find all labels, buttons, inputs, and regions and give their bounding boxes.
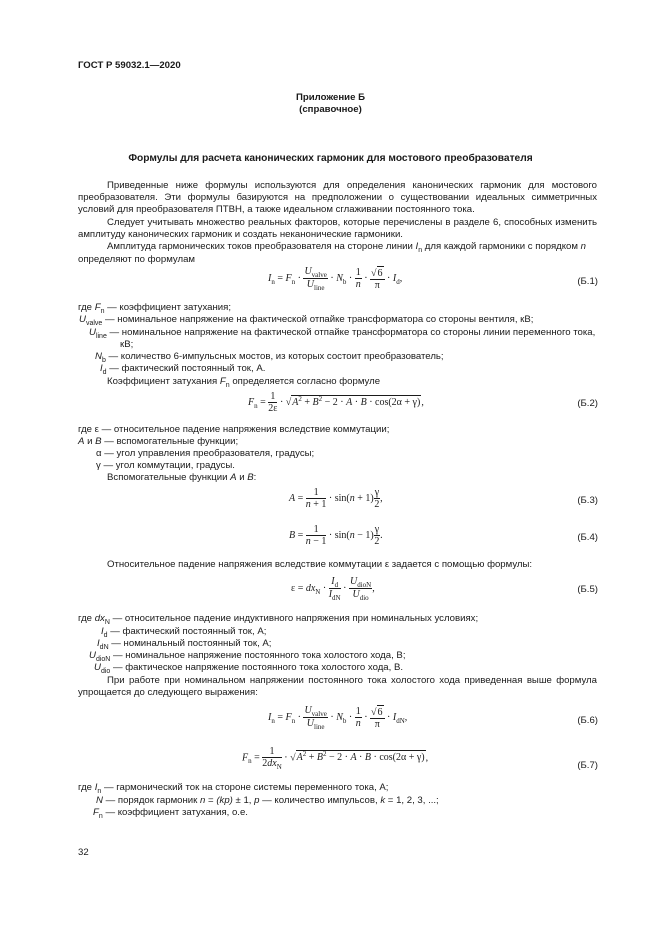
formula-b2: $F_n$ = $\frac{1}{2\varepsilon}$ · $√A^2 + B^2 - 2 \cdot A \cdot B \cdot \cos(2\alpha + \gamma)$, xyxy=(248,391,424,414)
def-uline-unit: кВ; xyxy=(120,339,134,350)
formula-b7: $F_n$ = $\frac{1}{2dx_N}$ · $√A^2 + B^2 - 2 \cdot A \cdot B \cdot \cos(2\alpha + \gamma)$, xyxy=(242,746,429,771)
def-id2: $I_d$ — фактический постоянный ток, А; xyxy=(101,626,267,639)
def-udio: $U_{dio}$ — фактическое напряжение постоянного тока холостого хода, В. xyxy=(94,662,404,675)
def-fn2: $F_n$ — коэффициент затухания, о.е. xyxy=(93,807,248,820)
formula-b4: B = $\frac{1}{n - 1}$ · sin(n − 1) $\frac{\gamma}{2}$ . xyxy=(289,524,383,547)
formula-b3: A = $\frac{1}{n + 1}$ · sin(n + 1) $\frac{\gamma}{2}$ , xyxy=(289,487,383,510)
def-in: где $I_n$ — гармонический ток на стороне системы переменного тока, А; xyxy=(78,782,389,795)
def-alpha: α — угол управления преобразователя, градусы; xyxy=(96,448,315,459)
def-eps: где ε — относительное падение напряжения вследствие коммутации; xyxy=(78,424,390,435)
page-number: 32 xyxy=(78,847,89,858)
def-id: $I_d$ — фактический постоянный ток, А. xyxy=(100,363,266,376)
equation-number-b2: (Б.2) xyxy=(577,398,598,409)
equation-number-b7: (Б.7) xyxy=(577,760,598,771)
paragraph-nominal: При работе при номинальном напряжении постоянного тока холостого хода приведенная выше формула упрощается до следующего выражения: xyxy=(78,675,597,699)
formula-b5: $\varepsilon = dx_N$ · $\frac{I_d}{I_{dN}}$ · $\frac{U_{dioN}}{U_{dio}}$ , xyxy=(291,576,375,602)
def-dxn: где $dx_N$ — относительное падение индуктивного напряжения при номинальных условиях; xyxy=(78,613,479,626)
document-standard-code: ГОСТ Р 59032.1—2020 xyxy=(78,60,181,71)
def-n-order: N — порядок гармоник n = (kp) ± 1, p — количество импульсов, k = 1, 2, 3, ...; xyxy=(96,795,439,806)
def-udion: $U_{dioN}$ — номинальное напряжение постоянного тока холостого хода, В; xyxy=(89,650,406,663)
def-uline: $U_{line}$ — номинальное напряжение на фактической отпайке трансформатора со стороны линии переменного тока, xyxy=(89,327,596,340)
def-nb: $N_b$ — количество 6-импульсных мостов, из которых состоит преобразователь; xyxy=(95,351,444,364)
paragraph-amplitude-cont: определяют по формулам xyxy=(78,254,196,265)
def-fn: где $F_n$ — коэффициент затухания; xyxy=(78,302,231,315)
paragraph-commutation: Относительное падение напряжения вследствие коммутации ε задается с помощью формулы: xyxy=(107,559,533,570)
paragraph-intro: Приведенные ниже формулы используются для определения канонических гармоник для мостового преобразователя. Эти формулы базируются на предположении о существовании идеальных симметричных условий для преобразователя ПТВН, а также идеальном сглаживании постоянного тока. xyxy=(78,180,597,216)
appendix-note: (справочное) xyxy=(299,104,362,115)
equation-number-b4: (Б.4) xyxy=(577,532,598,543)
def-gamma: γ — угол коммутации, градусы. xyxy=(96,460,235,471)
equation-number-b1: (Б.1) xyxy=(577,276,598,287)
section-title: Формулы для расчета канонических гармоник для мостового преобразователя xyxy=(128,153,533,164)
def-uvalve: $U_{valve}$ — номинальное напряжение на фактической отпайке трансформатора со стороны вентиля, кВ; xyxy=(79,314,534,327)
def-ab: A и B — вспомогательные функции; xyxy=(78,436,239,447)
paragraph-aux-functions: Вспомогательные функции A и B: xyxy=(107,472,257,483)
formula-b6: $I_n = F_n$ · $\frac{U_{valve}}{U_{line}}$ · $N_b$ · $\frac{1}{n}$ · $\frac{√6}{\pi}$ · $I_{dN}$, xyxy=(268,705,408,731)
paragraph-factors: Следует учитывать множество реальных факторов, которые перечислены в разделе 6, способных изменить амплитуду канонических гармоник и создать неканонические гармоники. xyxy=(78,217,597,241)
equation-number-b3: (Б.3) xyxy=(577,495,598,506)
appendix-title: Приложение Б xyxy=(296,92,365,103)
paragraph-amplitude: Амплитуда гармонических токов преобразователя на стороне линии $I_n$ для каждой гармоники с порядком n xyxy=(107,241,587,254)
paragraph-damping: Коэффициент затухания $F_n$ определяется согласно формуле xyxy=(107,376,381,389)
equation-number-b6: (Б.6) xyxy=(577,715,598,726)
formula-b1: $I_n = F_n$ · $\frac{U_{valve}}{U_{line}}$ · $N_b$ · $\frac{1}{n}$ · $\frac{√6}{\pi}$ · $I_d$, xyxy=(268,266,403,292)
def-idn: $I_{dN}$ — номинальный постоянный ток, А; xyxy=(97,638,272,651)
equation-number-b5: (Б.5) xyxy=(577,584,598,595)
